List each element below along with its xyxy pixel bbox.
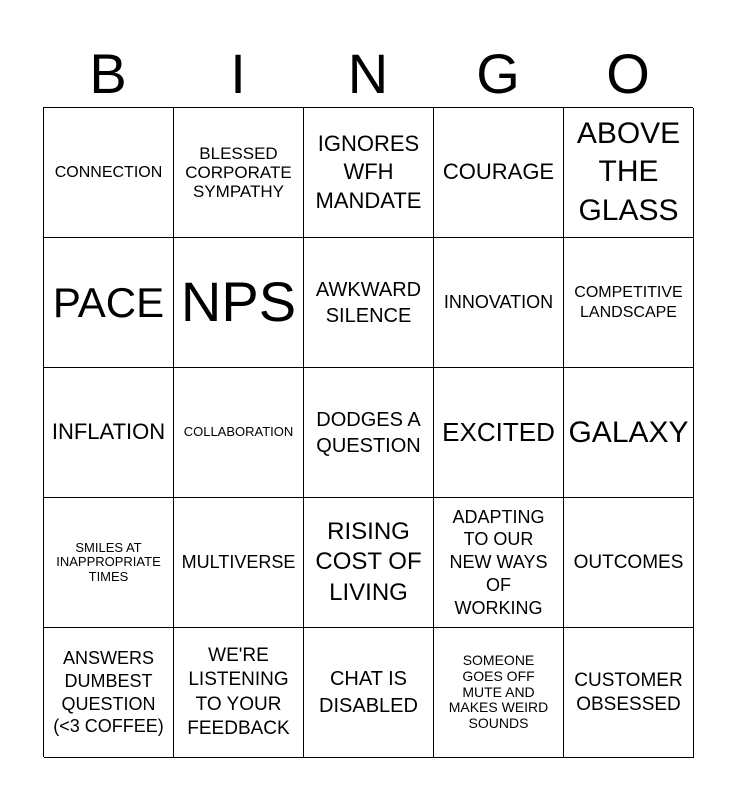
- cell-label: ADAPTING TO OUR NEW WAYS OF WORKING: [449, 506, 548, 618]
- bingo-cell[interactable]: [434, 628, 564, 758]
- bingo-cell[interactable]: [304, 628, 434, 758]
- bingo-cell[interactable]: [174, 628, 304, 758]
- bingo-cell[interactable]: [434, 498, 564, 628]
- cell-label: COURAGE: [442, 159, 555, 185]
- bingo-cell[interactable]: [564, 238, 694, 368]
- bingo-cell[interactable]: [44, 368, 174, 498]
- bingo-cell[interactable]: [174, 368, 304, 498]
- cell-label: CONNECTION: [54, 163, 163, 181]
- cell-label: RISING COST OF LIVING: [315, 518, 422, 606]
- bingo-cell[interactable]: [44, 628, 174, 758]
- cell-label: PACE: [52, 278, 165, 326]
- bingo-cell[interactable]: [434, 108, 564, 238]
- header-letter-i: I: [230, 42, 246, 105]
- bingo-cell[interactable]: [304, 368, 434, 498]
- cell-label: ABOVE THE GLASS: [576, 116, 681, 227]
- cell-label: GALAXY: [568, 415, 689, 449]
- cell-label: WE'RE LISTENING TO YOUR FEEDBACK: [187, 644, 290, 739]
- cell-label: CUSTOMER OBSESSED: [574, 669, 683, 715]
- cell-label: IGNORES WFH MANDATE: [315, 130, 422, 213]
- header-letter-n: N: [347, 42, 389, 105]
- cell-label: OUTCOMES: [573, 551, 684, 573]
- bingo-cell[interactable]: [564, 498, 694, 628]
- bingo-cell[interactable]: [434, 368, 564, 498]
- cell-label: SOMEONE GOES OFF MUTE AND MAKES WEIRD SOUNDS: [448, 652, 549, 731]
- bingo-cell[interactable]: [304, 498, 434, 628]
- bingo-cell[interactable]: [174, 238, 304, 368]
- bingo-cell[interactable]: [434, 238, 564, 368]
- bingo-card-grid: [43, 107, 693, 757]
- bingo-cell[interactable]: [564, 368, 694, 498]
- cell-label: DODGES A QUESTION: [316, 408, 421, 457]
- cell-label: NPS: [180, 270, 297, 334]
- bingo-cell[interactable]: [44, 108, 174, 238]
- bingo-cell[interactable]: [564, 108, 694, 238]
- cell-label: MULTIVERSE: [181, 552, 296, 573]
- cell-label: SMILES AT INAPPROPRIATE TIMES: [56, 539, 161, 584]
- cell-label: COLLABORATION: [183, 424, 294, 440]
- bingo-cell[interactable]: [304, 238, 434, 368]
- cell-label: INFLATION: [51, 419, 166, 445]
- header-letter-g: G: [476, 42, 520, 105]
- cell-label: ANSWERS DUMBEST QUESTION (<3 COFFEE): [53, 648, 164, 737]
- bingo-cell[interactable]: [174, 498, 304, 628]
- cell-label: BLESSED CORPORATE SYMPATHY: [185, 143, 292, 202]
- bingo-header: [43, 40, 693, 108]
- bingo-cell[interactable]: [304, 108, 434, 238]
- bingo-cell[interactable]: [44, 498, 174, 628]
- cell-label: COMPETITIVE LANDSCAPE: [574, 283, 683, 321]
- cell-label: CHAT IS DISABLED: [319, 667, 418, 717]
- bingo-cell[interactable]: [564, 628, 694, 758]
- header-letter-b: B: [89, 42, 127, 105]
- header-letter-o: O: [606, 42, 650, 105]
- cell-label: AWKWARD SILENCE: [315, 278, 422, 327]
- bingo-cell[interactable]: [174, 108, 304, 238]
- cell-label: INNOVATION: [443, 292, 554, 313]
- cell-label: EXCITED: [442, 416, 555, 447]
- bingo-cell[interactable]: [44, 238, 174, 368]
